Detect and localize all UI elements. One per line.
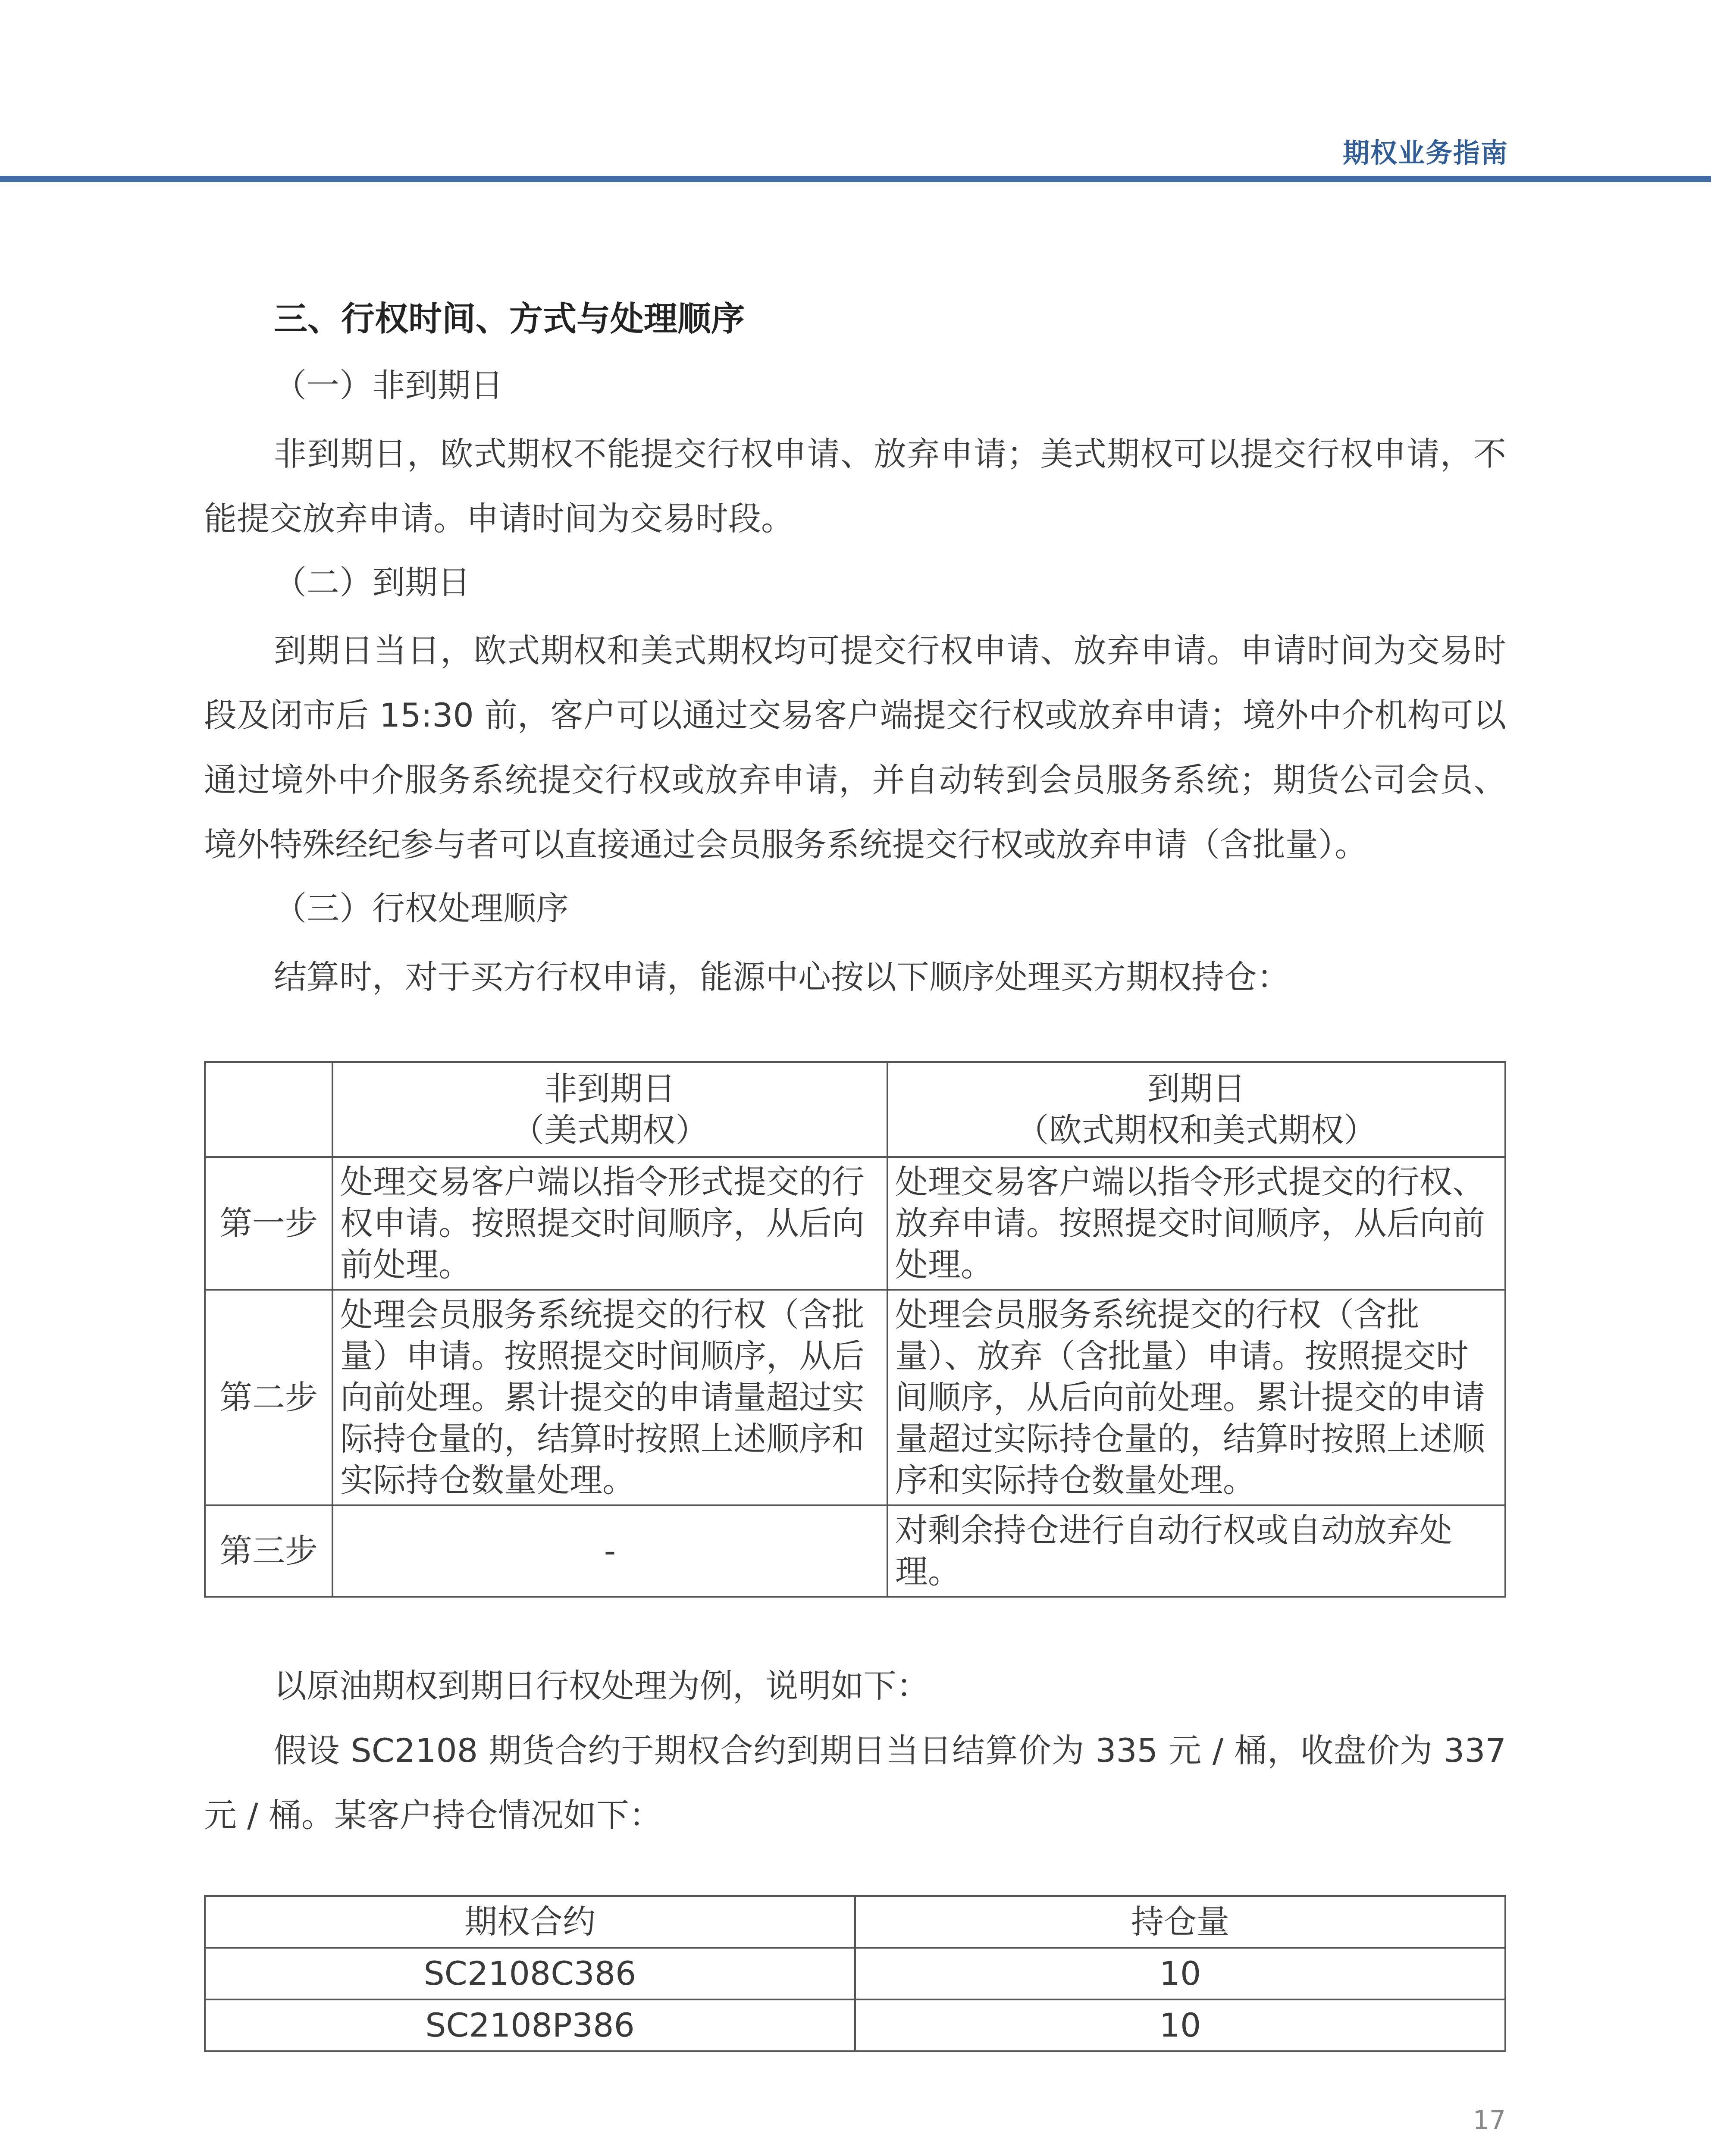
section-heading: 三、行权时间、方式与处理顺序 — [274, 300, 745, 338]
paragraph-order: 结算时，对于买方行权申请，能源中心按以下顺序处理买方期权持仓： — [274, 957, 1290, 996]
table-cell: 对剩余持仓进行自动行权或自动放弃处理。 — [887, 1505, 1505, 1597]
table-row — [205, 1290, 1505, 1505]
example-assumption: 假设 SC2108 期货合约于期权合约到期日当日结算价为 335 元 / 桶，收盘价为 337 元 / 桶。某客户持仓情况如下： — [204, 1731, 1506, 1834]
table-row — [205, 1505, 1505, 1597]
header-line: 到期日 — [1147, 1069, 1246, 1108]
table-header-quantity: 持仓量 — [855, 1896, 1505, 1948]
example-intro: 以原油期权到期日行权处理为例，说明如下： — [274, 1666, 929, 1705]
quantity-cell: 10 — [855, 1948, 1505, 1999]
table-header-contract: 期权合约 — [205, 1896, 855, 1948]
table-cell: 处理交易客户端以指令形式提交的行权申请。按照提交时间顺序，从后向前处理。 — [332, 1157, 887, 1290]
contract-cell: SC2108P386 — [205, 1999, 855, 2051]
page-number: 17 — [1473, 2105, 1506, 2135]
header-rule — [0, 176, 1711, 182]
contract-cell: SC2108C386 — [205, 1948, 855, 1999]
header-line: 非到期日 — [544, 1069, 676, 1108]
paragraph-expiry: 到期日当日，欧式期权和美式期权均可提交行权申请、放弃申请。申请时间为交易时段及闭市后 15:30 前，客户可以通过交易客户端提交行权或放弃申请；境外中介机构可以通过境外中介服务系统提交行权或放弃申请，并自动转到会员服务系统；期货公司会员、境外特殊经纪参与者可以直接通过会员服务系统提交行权或放弃申请（含批量）。 — [204, 631, 1506, 864]
table-cell: 处理交易客户端以指令形式提交的行权、放弃申请。按照提交时间顺序，从后向前处理。 — [887, 1157, 1505, 1290]
table-row — [205, 1948, 1505, 1999]
step-label: 第二步 — [205, 1290, 332, 1505]
table-header-empty — [205, 1062, 332, 1157]
table-cell: 处理会员服务系统提交的行权（含批量）、放弃（含批量）申请。按照提交时间顺序，从后向前处理。累计提交的申请量超过实际持仓量的，结算时按照上述顺序和实际持仓数量处理。 — [887, 1290, 1505, 1505]
subsection-title-2: （二）到期日 — [274, 563, 470, 602]
header-line: （美式期权） — [511, 1110, 708, 1149]
page-content — [204, 298, 1506, 2052]
header-title: 期权业务指南 — [1342, 137, 1508, 169]
table-header-row — [205, 1896, 1505, 1948]
table-cell: 处理会员服务系统提交的行权（含批量）申请。按照提交时间顺序，从后向前处理。累计提交的申请量超过实际持仓量的，结算时按照上述顺序和实际持仓数量处理。 — [332, 1290, 887, 1505]
subsection-title-3: （三）行权处理顺序 — [274, 889, 569, 928]
position-table — [204, 1895, 1506, 2052]
paragraph-non-expiry: 非到期日，欧式期权不能提交行权申请、放弃申请；美式期权可以提交行权申请，不能提交放弃申请。申请时间为交易时段。 — [204, 434, 1506, 538]
table-row — [205, 1157, 1505, 1290]
subsection-title-1: （一）非到期日 — [274, 366, 503, 405]
quantity-cell: 10 — [855, 1999, 1505, 2051]
table-header-row — [205, 1062, 1505, 1157]
step-label: 第一步 — [205, 1157, 332, 1290]
table-header-expiry — [887, 1062, 1505, 1157]
step-label: 第三步 — [205, 1505, 332, 1597]
exercise-order-table — [204, 1061, 1506, 1598]
table-cell: - — [332, 1505, 887, 1597]
table-row — [205, 1999, 1505, 2051]
table-header-non-expiry — [332, 1062, 887, 1157]
header-line: （欧式期权和美式期权） — [1016, 1110, 1377, 1149]
